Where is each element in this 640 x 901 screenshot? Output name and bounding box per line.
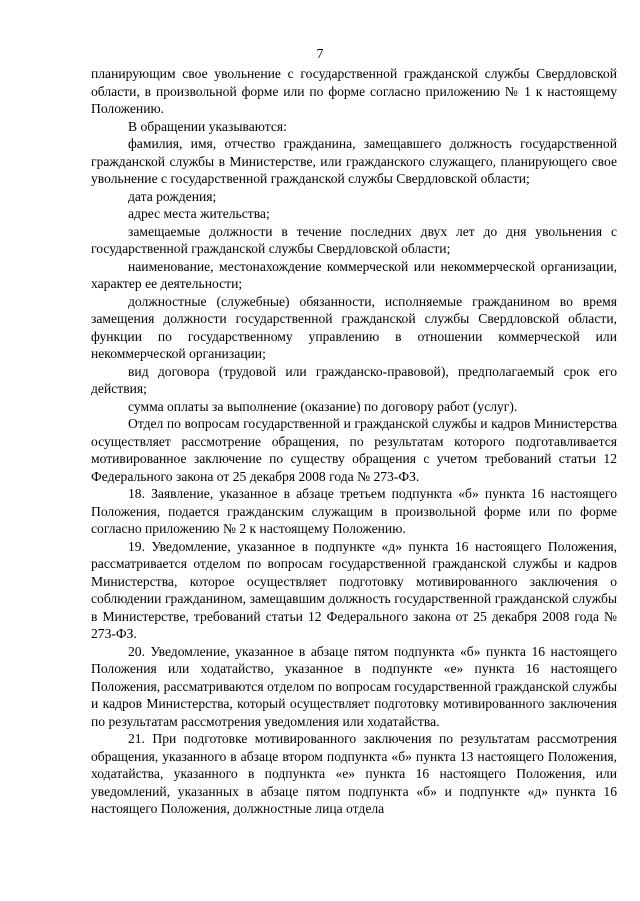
page-number: 7 [316,47,324,62]
document-body [91,65,617,818]
paragraph-positions: замещаемые должности в течение последних двух лет до дня увольнения с государственной гражданской службы Свердловской области; [91,223,617,256]
paragraph-contract-type: вид договора (трудовой или гражданско-правовой), предполагаемый срок его действия; [91,363,617,396]
paragraph-item-20: 20. Уведомление, указанное в абзаце пятом подпункта «б» пункта 16 настоящего Положения или ходатайство, указанное в подпункте «е» пункта 16 настоящего Положения, рассматриваются отделом по вопросам государственной гражданской службы и кадров Министерства, который осуществляет подготовку мотивированного заключения по результатам рассмотрения уведомления или ходатайства. [91,643,617,729]
paragraph-continuation: планирующим свое увольнение с государственной гражданской службы Свердловской области, в произвольной форме или по форме согласно приложению № 1 к настоящему Положению. [91,66,617,116]
paragraph-duties: должностные (служебные) обязанности, исполняемые гражданином во время замещения должности государственной гражданской службы Свердловской области, функции по государственному управлению в отношении коммерческой или некоммерческой организации; [91,293,617,361]
paragraph-payment: сумма оплаты за выполнение (оказание) по договору работ (услуг). [128,398,518,414]
paragraph-residence: адрес места жительства; [128,206,270,221]
paragraph-appeal-contents-heading: В обращении указываются: [128,118,287,134]
paragraph-item-21: 21. При подготовке мотивированного заключения по результатам рассмотрения обращения, указанного в абзаце втором подпункта «б» пункта 13 настоящего Положения, ходатайства, указанного в подпункта «е» пункта 16 настоящего Положения, или уведомлений, указанных в абзаце пятом подпункта «б» и подпункте «д» пункта 16 настоящего Положения, должностные лица отдела [91,731,617,816]
paragraph-item-18: 18. Заявление, указанное в абзаце третьем подпункта «б» пункта 16 настоящего Положения, подается гражданским служащим в произвольной форме или по форме согласно приложению № 2 к настоящему Положению. [91,486,617,536]
paragraph-birth-date: дата рождения; [128,188,217,204]
paragraph-item-19: 19. Уведомление, указанное в подпункте «д» пункта 16 настоящего Положения, рассматривается отделом по вопросам государственной гражданской службы и кадров Министерства, которое осуществляет подготовку мотивированного заключения о соблюдении гражданином, замещавшим должность государственной гражданской службы в Министерстве, требований статьи 12 Федерального закона от 25 декабря 2008 года № 273-ФЗ. [91,538,617,641]
paragraph-department-review: Отдел по вопросам государственной и гражданской службы и кадров Министерства осуществляет рассмотрение обращения, по результатам которого подготавливается мотивированное заключение по существу обращения с учетом требований статьи 12 Федерального закона от 25 декабря 2008 года № 273-ФЗ. [91,416,617,484]
paragraph-organization: наименование, местонахождение коммерческой или некоммерческой организации, характер ее деятельности; [91,258,617,291]
paragraph-full-name: фамилия, имя, отчество гражданина, замещавшего должность государственной гражданской службы в Министерстве, или гражданского служащего, планирующего свое увольнение с государственной гражданской службы Свердловской области; [91,136,617,186]
